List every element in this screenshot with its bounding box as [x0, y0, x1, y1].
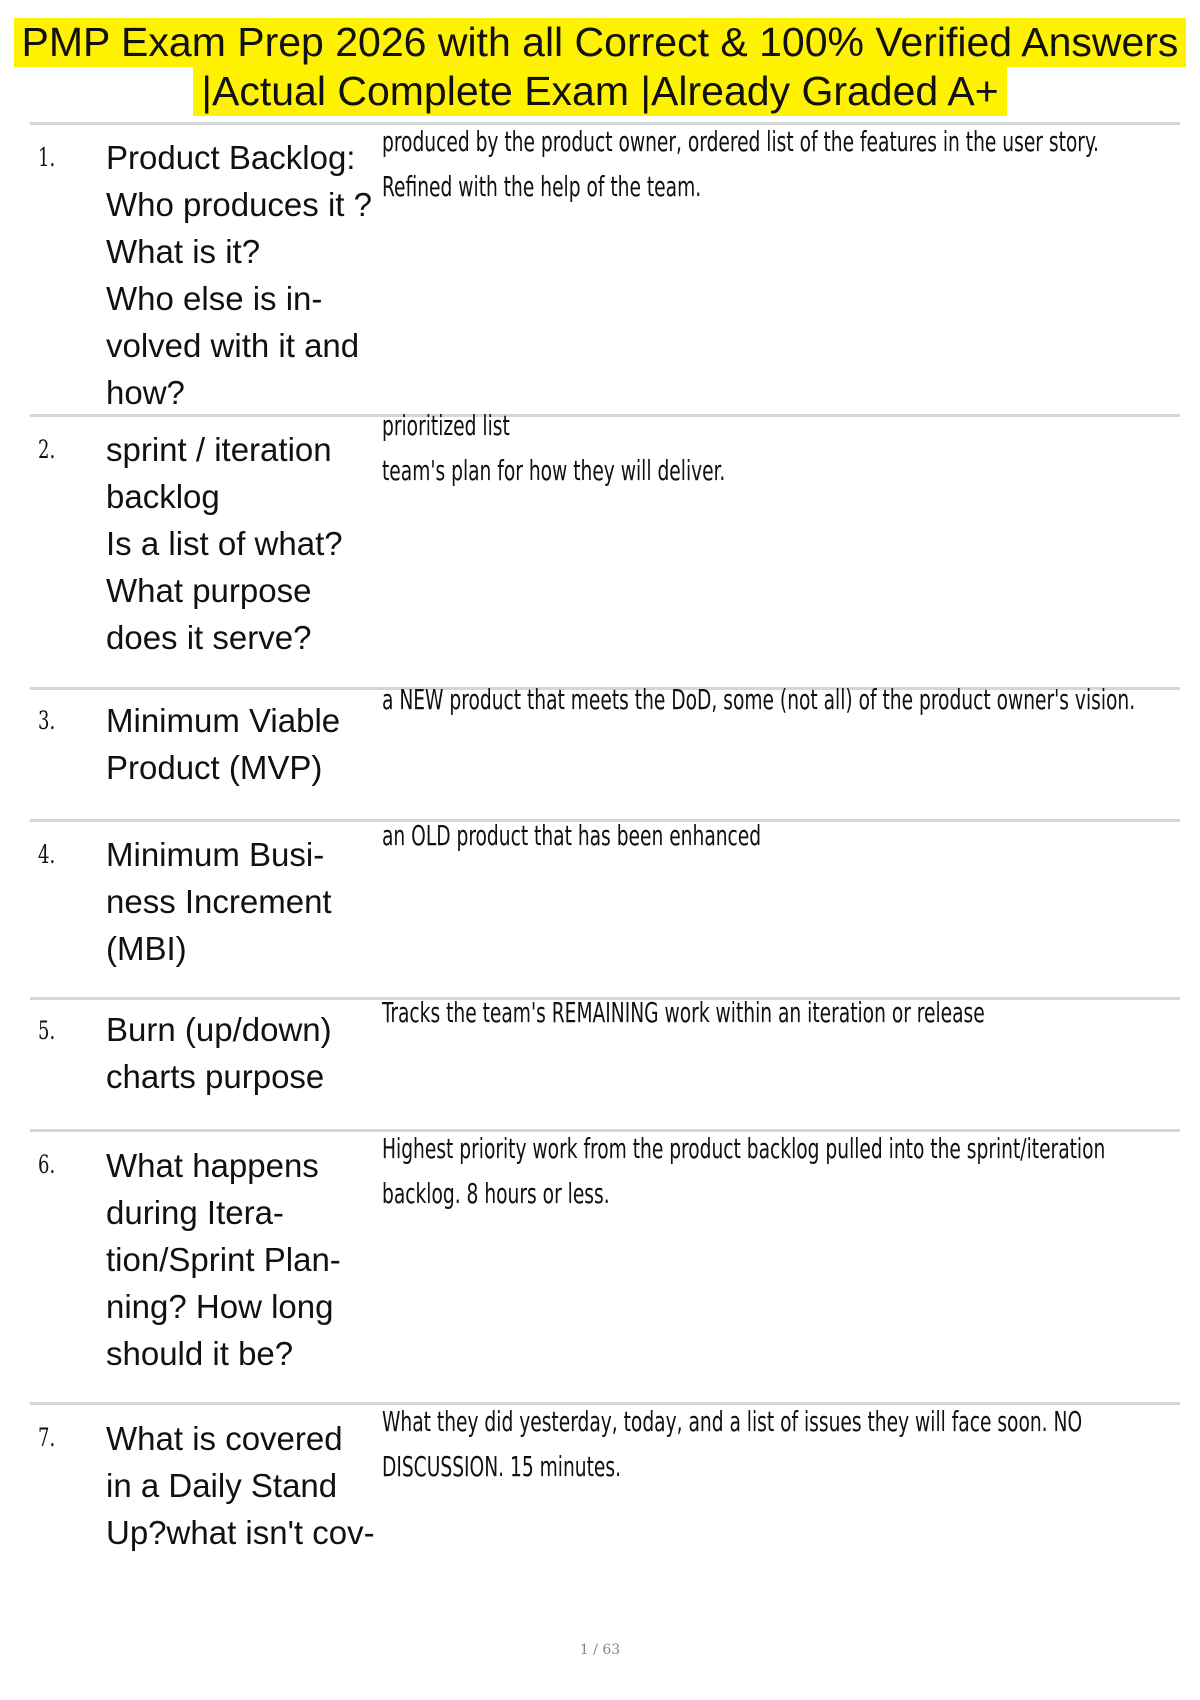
question-text [106, 1415, 381, 1556]
question-text [106, 1142, 381, 1377]
question-line: volved with it and [106, 327, 360, 364]
qa-item-5 [30, 997, 1180, 1129]
answer-text [382, 403, 1159, 493]
qa-item-1 [30, 122, 1180, 414]
answer-line: backlog. 8 hours or less. [382, 1177, 610, 1210]
item-number: 5. [38, 1016, 56, 1045]
question-text [106, 697, 381, 791]
qa-item-2 [30, 409, 1180, 687]
item-number: 2. [38, 435, 56, 464]
question-line: What happens [106, 1147, 319, 1184]
question-text [106, 426, 381, 661]
qa-item-7 [30, 1402, 1180, 1575]
answer-text [382, 119, 1159, 209]
title-line-2: |Actual Complete Exam |Already Graded A+ [193, 67, 1006, 116]
answer-line: prioritized list [382, 409, 510, 442]
document-title [0, 18, 1200, 116]
answer-line: a NEW product that meets the DoD, some (not all) of the product owner's vision. [382, 683, 1136, 716]
question-line: ness Increment [106, 883, 332, 920]
question-line: (MBI) [106, 930, 187, 967]
qa-item-4 [30, 819, 1180, 997]
question-line: Product (MVP) [106, 749, 323, 786]
answer-line: an OLD product that has been enhanced [382, 819, 762, 852]
question-line: in a Daily Stand [106, 1467, 338, 1504]
qa-list [30, 122, 1180, 1575]
item-number: 3. [38, 706, 56, 735]
item-number: 4. [38, 840, 56, 869]
question-line: Up?what isn't cov- [106, 1514, 375, 1551]
answer-line: What they did yesterday, today, and a list of issues they will face soon. NO [382, 1405, 1083, 1438]
answer-text [382, 990, 1159, 1035]
question-line: What is it? [106, 233, 261, 270]
question-line: does it serve? [106, 619, 312, 656]
answer-text [382, 813, 1159, 858]
answer-text [382, 1399, 1159, 1489]
answer-line: produced by the product owner, ordered list of the features in the user story. [382, 125, 1099, 158]
answer-text [382, 1126, 1159, 1216]
question-line: during Itera- [106, 1194, 284, 1231]
question-line: ning? How long [106, 1288, 334, 1325]
page-indicator: 1 / 63 [579, 1642, 621, 1658]
question-line: sprint / iteration [106, 431, 332, 468]
answer-text [382, 677, 1159, 722]
answer-line: team's plan for how they will deliver. [382, 454, 726, 487]
question-line: Who else is in- [106, 280, 323, 317]
question-line: backlog [106, 478, 220, 515]
question-line: how? [106, 374, 185, 411]
question-line: Minimum Viable [106, 702, 341, 739]
question-line: Minimum Busi- [106, 836, 325, 873]
item-number: 6. [38, 1150, 56, 1179]
question-text [106, 1006, 381, 1100]
qa-item-3 [30, 683, 1180, 819]
question-line: charts purpose [106, 1058, 325, 1095]
question-line: should it be? [106, 1335, 294, 1372]
question-line: What is covered [106, 1420, 343, 1457]
title-line-1: PMP Exam Prep 2026 with all Correct & 100% Verified Answers [14, 18, 1187, 67]
question-line: What purpose [106, 572, 312, 609]
question-line: Burn (up/down) [106, 1011, 332, 1048]
qa-item-6 [30, 1129, 1180, 1402]
question-text [106, 831, 381, 972]
item-number: 7. [38, 1423, 56, 1452]
answer-line: Highest priority work from the product backlog pulled into the sprint/iteration [382, 1132, 1106, 1165]
question-line: Product Backlog: [106, 139, 356, 176]
answer-line: Refined with the help of the team. [382, 170, 702, 203]
question-line: Is a list of what? [106, 525, 343, 562]
question-line: Who produces it ? [106, 186, 372, 223]
answer-line: DISCUSSION. 15 minutes. [382, 1450, 621, 1483]
answer-line: Tracks the team's REMAINING work within an iteration or release [382, 996, 985, 1029]
item-number: 1. [38, 143, 56, 172]
question-line: tion/Sprint Plan- [106, 1241, 341, 1278]
question-text [106, 134, 381, 416]
